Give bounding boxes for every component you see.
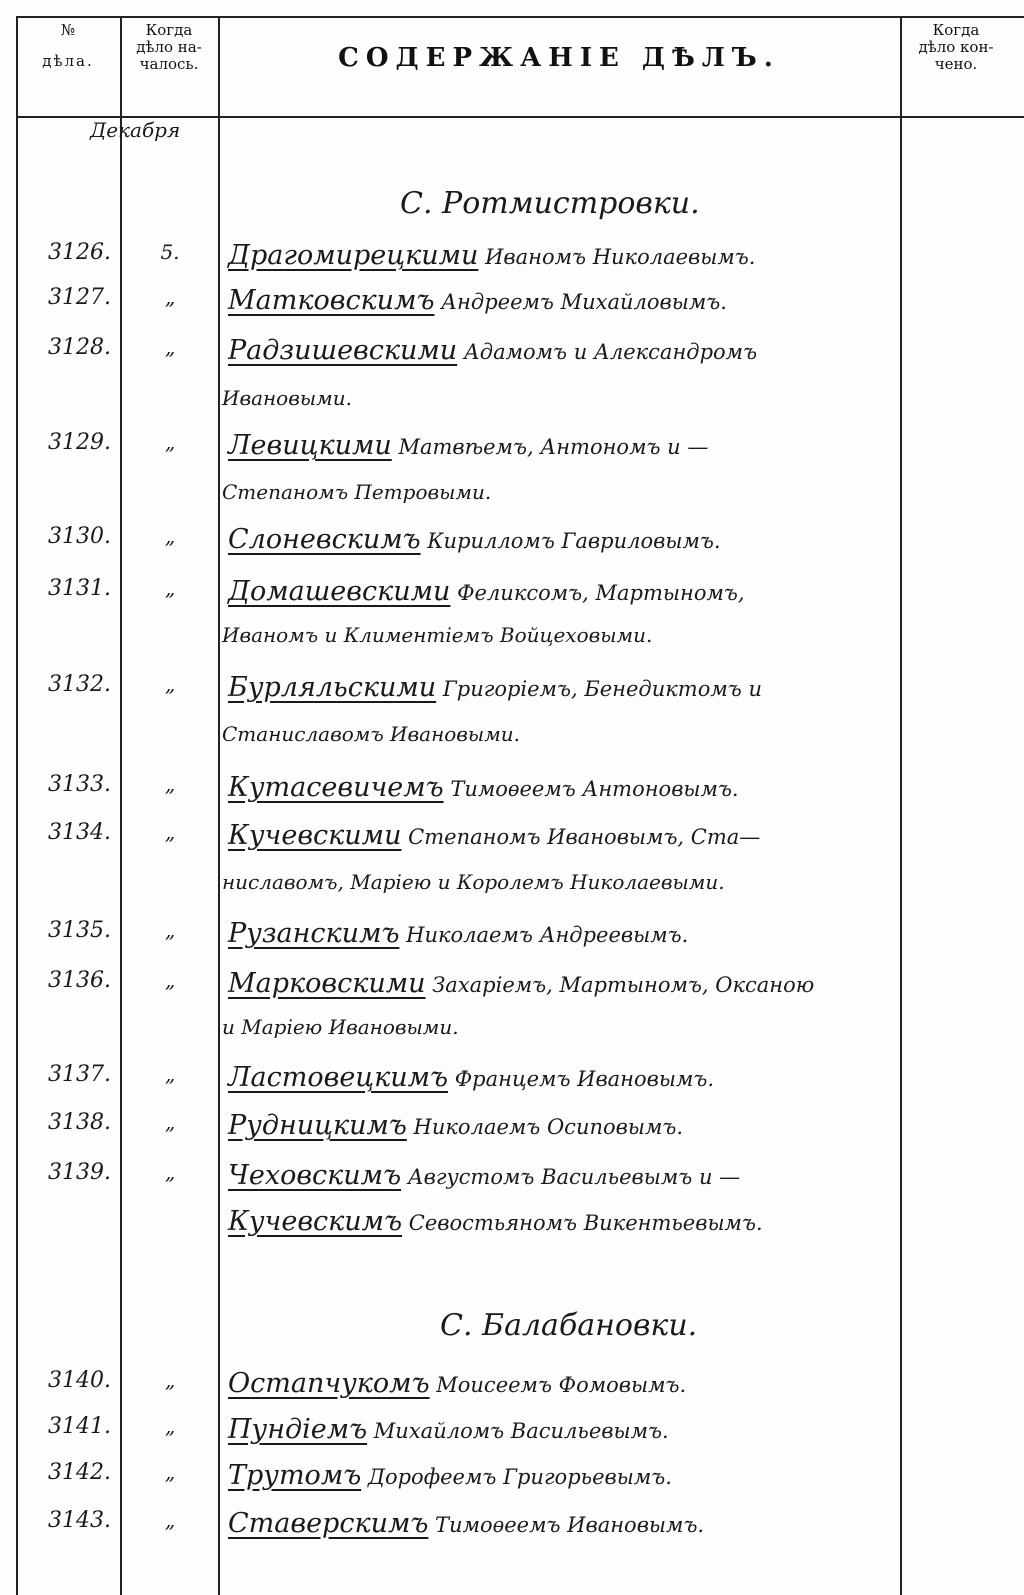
case-number: 3128. <box>48 335 111 360</box>
start-date: 5. <box>160 240 180 264</box>
table-row <box>0 240 1024 276</box>
month-label: Декабря <box>90 118 181 142</box>
case-content-continued: Степаномъ Петровыми. <box>222 480 492 504</box>
top-rule <box>16 16 1024 18</box>
given-names: Степаномъ Ивановымъ, Ста— <box>408 825 761 849</box>
case-content <box>228 820 908 851</box>
start-date: „ <box>164 1368 176 1392</box>
surname: Рудницкимъ <box>228 1110 407 1141</box>
surname: Пундіемъ <box>228 1414 368 1445</box>
case-number: 3131. <box>48 576 111 601</box>
case-content-continued: Ивановыми. <box>222 386 352 410</box>
case-number: 3140. <box>48 1368 111 1393</box>
table-row <box>0 1368 1024 1404</box>
village-heading: С. Ротмистровки. <box>400 186 700 221</box>
surname: Ставерскимъ <box>228 1508 429 1539</box>
case-content <box>228 576 908 607</box>
header-start-line3: чалось. <box>139 55 199 73</box>
case-content-continued: и Маріею Ивановыми. <box>222 1015 459 1039</box>
case-content <box>228 1460 908 1491</box>
table-row <box>0 1206 1024 1242</box>
given-names: Адамомъ и Александромъ <box>463 340 758 364</box>
given-names: Андреемъ Михайловымъ. <box>441 290 727 314</box>
start-date: „ <box>164 772 176 796</box>
header-case-number <box>18 22 118 70</box>
table-row <box>0 820 1024 856</box>
given-names: Дорофеемъ Григорьевымъ. <box>367 1465 672 1489</box>
given-names: Кирилломъ Гавриловымъ. <box>427 529 721 553</box>
case-content <box>228 968 908 999</box>
header-end-line2: дѣло кон- <box>918 38 994 56</box>
surname: Трутомъ <box>228 1460 362 1491</box>
start-date: „ <box>164 820 176 844</box>
header-end-line1: Когда <box>932 21 980 39</box>
surname: Левицкими <box>228 430 392 461</box>
table-row <box>0 1110 1024 1146</box>
case-content <box>228 918 908 949</box>
surname: Матковскимъ <box>228 285 435 316</box>
given-names: Севостьяномъ Викентьевымъ. <box>408 1211 763 1235</box>
start-date: „ <box>164 576 176 600</box>
surname: Кучевскимъ <box>228 1206 403 1237</box>
table-row <box>0 524 1024 560</box>
case-content <box>228 430 908 461</box>
header-end-date <box>902 22 1010 73</box>
header-start-date <box>122 22 216 73</box>
given-names: Августомъ Васильевымъ и — <box>407 1165 741 1189</box>
case-number: 3127. <box>48 285 111 310</box>
case-number: 3139. <box>48 1160 111 1185</box>
case-content <box>228 285 908 316</box>
case-content <box>228 1414 908 1445</box>
surname: Слоневскимъ <box>228 524 421 555</box>
start-date: „ <box>164 1460 176 1484</box>
start-date: „ <box>164 1062 176 1086</box>
case-content <box>228 1160 908 1191</box>
table-row <box>0 1160 1024 1196</box>
header-no-line1: № <box>60 21 76 39</box>
start-date: „ <box>164 430 176 454</box>
start-date: „ <box>164 524 176 548</box>
case-number: 3134. <box>48 820 111 845</box>
surname: Остапчукомъ <box>228 1368 430 1399</box>
start-date: „ <box>164 672 176 696</box>
start-date: „ <box>164 1110 176 1134</box>
case-number: 3142. <box>48 1460 111 1485</box>
given-names: Михайломъ Васильевымъ. <box>373 1419 669 1443</box>
case-content <box>228 1110 908 1141</box>
start-date: „ <box>164 968 176 992</box>
table-row <box>0 1508 1024 1544</box>
case-content-continued: Станиславомъ Ивановыми. <box>222 722 521 746</box>
table-row <box>0 1062 1024 1098</box>
surname: Рузанскимъ <box>228 918 400 949</box>
given-names: Тимоѳеемъ Антоновымъ. <box>450 777 739 801</box>
table-row <box>0 1460 1024 1496</box>
table-row <box>0 772 1024 808</box>
start-date: „ <box>164 285 176 309</box>
case-number: 3138. <box>48 1110 111 1135</box>
given-names: Францемъ Ивановымъ. <box>454 1067 715 1091</box>
case-number: 3133. <box>48 772 111 797</box>
given-names: Иваномъ Николаевымъ. <box>485 245 756 269</box>
table-row <box>0 672 1024 708</box>
given-names: Николаемъ Осиповымъ. <box>413 1115 684 1139</box>
case-number: 3129. <box>48 430 111 455</box>
case-content-continued: Иваномъ и Климентіемъ Войцеховыми. <box>222 623 653 647</box>
given-names: Захаріемъ, Мартыномъ, Оксаною <box>432 973 815 997</box>
table-row <box>0 335 1024 371</box>
case-number: 3143. <box>48 1508 111 1533</box>
start-date: „ <box>164 918 176 942</box>
header-start-line1: Когда <box>145 21 193 39</box>
case-content <box>228 240 908 271</box>
case-number: 3132. <box>48 672 111 697</box>
case-content <box>228 1508 908 1539</box>
surname: Радзишевскими <box>228 335 458 366</box>
case-content <box>228 524 908 555</box>
case-number: 3126. <box>48 240 111 265</box>
table-row <box>0 918 1024 954</box>
given-names: Григоріемъ, Бенедиктомъ и <box>442 677 762 701</box>
given-names: Николаемъ Андреевымъ. <box>406 923 689 947</box>
surname: Кучевскими <box>228 820 402 851</box>
table-row <box>0 576 1024 612</box>
case-content <box>228 335 908 366</box>
case-content <box>228 1062 908 1093</box>
table-row <box>0 430 1024 466</box>
given-names: Моисеемъ Фомовымъ. <box>436 1373 687 1397</box>
surname: Кутасевичемъ <box>228 772 444 803</box>
start-date: „ <box>164 1414 176 1438</box>
case-number: 3130. <box>48 524 111 549</box>
case-number: 3136. <box>48 968 111 993</box>
case-content-continued: ниславомъ, Маріею и Королемъ Николаевыми. <box>222 870 725 894</box>
surname: Драгомирецкими <box>228 240 479 271</box>
case-content <box>228 1368 908 1399</box>
surname: Чеховскимъ <box>228 1160 402 1191</box>
case-content <box>228 672 908 703</box>
header-title: СОДЕРЖАНІЕ ДѢЛЪ. <box>338 43 780 73</box>
header-end-line3: чено. <box>934 55 978 73</box>
case-number: 3141. <box>48 1414 111 1439</box>
given-names: Матвѣемъ, Антономъ и — <box>398 435 709 459</box>
surname: Марковскими <box>228 968 426 999</box>
case-number: 3137. <box>48 1062 111 1087</box>
case-content <box>228 1206 908 1237</box>
case-number: 3135. <box>48 918 111 943</box>
header-no-line2: дѣла. <box>42 52 94 70</box>
given-names: Феликсомъ, Мартыномъ, <box>457 581 745 605</box>
start-date: „ <box>164 1508 176 1532</box>
header-start-line2: дѣло на- <box>136 38 202 56</box>
surname: Ластовецкимъ <box>228 1062 449 1093</box>
village-heading: С. Балабановки. <box>440 1308 698 1343</box>
surname: Домашевскими <box>228 576 451 607</box>
given-names: Тимоѳеемъ Ивановымъ. <box>435 1513 705 1537</box>
start-date: „ <box>164 335 176 359</box>
table-row <box>0 968 1024 1004</box>
case-content <box>228 772 908 803</box>
start-date: „ <box>164 1160 176 1184</box>
table-row <box>0 285 1024 321</box>
surname: Бурляльскими <box>228 672 437 703</box>
table-row <box>0 1414 1024 1450</box>
